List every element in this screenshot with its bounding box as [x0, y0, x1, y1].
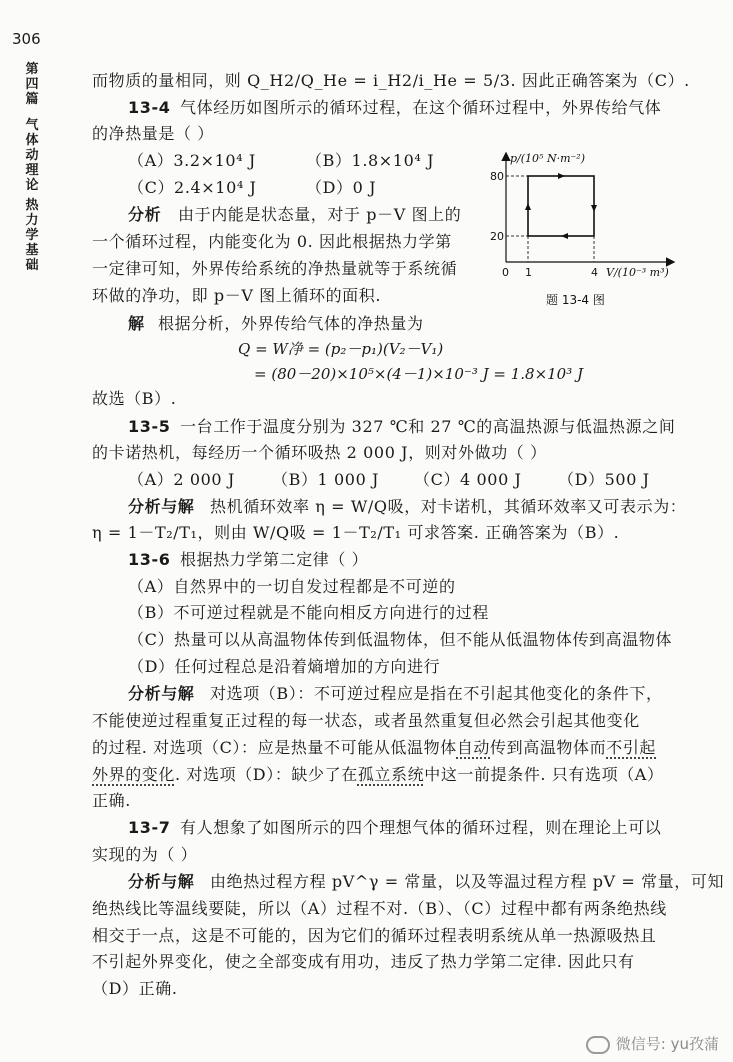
option-a: （A）自然界中的一切自发过程都是不可逆的 [128, 577, 456, 596]
analysis-text: 热机循环效率 η = W/Q吸，对卡诺机，其循环效率又可表示为： [210, 497, 687, 516]
analysis-label: 分析与解 [128, 684, 195, 703]
y-axis-label: p/(10⁵ N·m⁻²) [510, 152, 586, 165]
question-text: 的卡诺热机，每经历一个循环吸热 2 000 J，则对外做功（ ） [92, 443, 547, 462]
analysis-text: 由于内能是状态量，对于 p－V 图上的 [178, 205, 462, 224]
option-c: （C）2.4×10⁴ J [128, 178, 257, 197]
option-a: （A）3.2×10⁴ J [128, 151, 256, 170]
page-number: 306 [12, 30, 41, 48]
text-line: 而物质的量相同，则 Q_H2/Q_He = i_H2/i_He = 5/3. 因此正确答案为（C）. [92, 71, 690, 90]
analysis-text: 不引起外界变化，使之全部变成有用功，违反了热力学第二定律. 因此只有 [92, 952, 635, 971]
question-number: 13-7 [128, 818, 171, 837]
x-tick-1: 1 [525, 266, 532, 279]
question-text: 气体经历如图所示的循环过程，在这个循环过程中，外界传给气体 [180, 98, 662, 117]
option-b: （B）不可逆过程就是不能向相反方向进行的过程 [128, 603, 489, 622]
analysis-label: 分析与解 [128, 497, 195, 516]
option-d: （D）任何过程总是沿着熵增加的方向进行 [128, 657, 441, 676]
option-c: （C）4 000 J [414, 470, 522, 489]
option-d: （D）0 J [306, 178, 377, 197]
answer-line: 故选（B）. [92, 389, 177, 408]
question-text: 有人想象了如图所示的四个理想气体的循环过程，则在理论上可以 [180, 818, 662, 837]
side-part-label: 第 四 篇 [25, 62, 39, 107]
pv-diagram [488, 150, 678, 310]
x-axis-label: V/(10⁻³ m³) [606, 266, 669, 279]
arrow-right-icon [558, 173, 565, 179]
question-number: 13-6 [128, 550, 171, 569]
emphasis-zidong: 自动 [456, 738, 491, 757]
solution-text: 根据分析，外界传给气体的净热量为 [158, 314, 424, 333]
analysis-text: 的过程. 对选项（C）：应是热量不可能从低温物体自动传到高温物体而不引起 [92, 738, 657, 757]
analysis-text: 绝热线比等温线要陡，所以（A）过程不对.（B）、（C）过程中都有两条绝热线 [92, 899, 667, 918]
arrow-left-icon [561, 233, 568, 239]
cycle-rectangle [528, 176, 594, 236]
question-text: 一台工作于温度分别为 327 ℃和 27 ℃的高温热源与低温热源之间 [180, 417, 676, 436]
arrow-up-icon [525, 203, 531, 210]
question-text: 的净热量是（ ） [92, 124, 214, 143]
analysis-label: 分析与解 [128, 872, 195, 891]
y-tick-20: 20 [490, 230, 504, 243]
analysis-text: 由绝热过程方程 pV^γ = 常量，以及等温过程方程 pV = 常量，可知 [210, 872, 725, 891]
question-text: 根据热力学第二定律（ ） [180, 550, 369, 569]
equation-line-1: Q = W净 = (p₂－p₁)(V₂－V₁) [238, 340, 444, 358]
figure-caption: 题 13-4 图 [546, 293, 605, 307]
option-d: （D）500 J [558, 470, 650, 489]
analysis-text: 不能使逆过程重复正过程的每一状态，或者虽然重复但必然会引起其他变化 [92, 711, 640, 730]
side-book-title-1: 气 体 动 理 论 [25, 118, 39, 193]
analysis-text: 一定律可知，外界传给系统的净热量就等于系统循 [92, 259, 458, 278]
analysis-text: 相交于一点，这是不可能的，因为它们的循环过程表明系统从单一热源吸热且 [92, 926, 657, 945]
watermark [586, 1033, 719, 1054]
analysis-text: 外界的变化. 对选项（D）：缺少了在孤立系统中这一前提条件. 只有选项（A） [92, 765, 664, 784]
analysis-text: 对选项（B）：不可逆过程应是指在不引起其他变化的条件下， [210, 684, 663, 703]
question-number: 13-4 [128, 98, 171, 117]
option-b: （B）1 000 J [272, 470, 380, 489]
x-tick-4: 4 [591, 266, 598, 279]
arrow-down-icon [591, 205, 597, 212]
side-book-title-2: 热 力 学 基 础 [25, 198, 39, 273]
option-a: （A）2 000 J [128, 470, 235, 489]
answer-line: 正确. [92, 791, 131, 810]
watermark-text: 微信号: yu孜蒲 [615, 1035, 719, 1053]
wechat-icon [586, 1036, 610, 1054]
y-tick-80: 80 [490, 170, 504, 183]
analysis-text: 环做的净功，即 p－V 图上循环的面积. [92, 286, 382, 305]
analysis-text: η = 1－T₂/T₁，则由 W/Q吸 = 1－T₂/T₁ 可求答案. 正确答案为（B）. [92, 523, 620, 542]
analysis-text: 一个循环过程，内能变化为 0. 因此根据热力学第 [92, 232, 452, 251]
question-number: 13-5 [128, 417, 171, 436]
pv-cycle-figure [488, 150, 678, 310]
emphasis-buyinqi: 不引起 [606, 738, 657, 757]
origin-label: 0 [502, 266, 509, 279]
option-c: （C）热量可以从高温物体传到低温物体，但不能从低温物体传到高温物体 [128, 630, 673, 649]
option-b: （B）1.8×10⁴ J [306, 151, 435, 170]
emphasis-waijie: 外界的变化 [92, 765, 176, 784]
analysis-label: 分析 [128, 205, 162, 224]
answer-line: （D）正确. [92, 979, 178, 998]
solution-label: 解 [128, 314, 145, 333]
equation-line-2: = (80－20)×10⁵×(4－1)×10⁻³ J = 1.8×10³ J [254, 365, 584, 383]
emphasis-guli: 孤立系统 [357, 765, 425, 784]
question-text: 实现的为（ ） [92, 845, 198, 864]
